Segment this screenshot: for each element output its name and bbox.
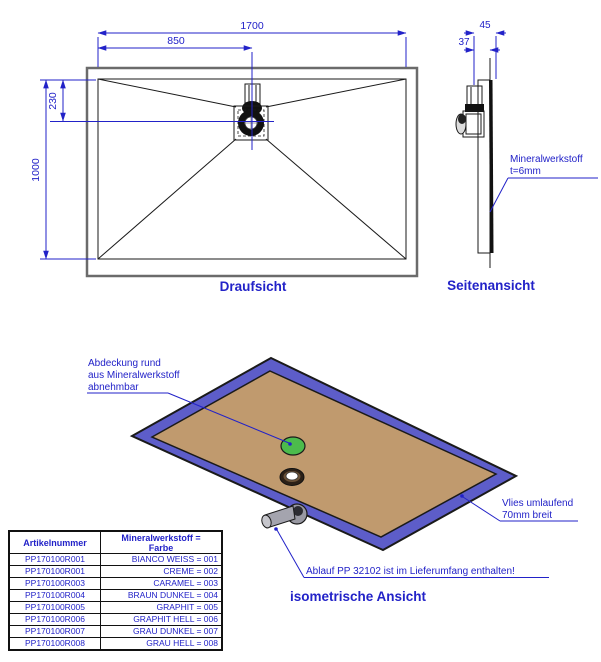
iso-round-cover [281, 437, 305, 455]
table-header-farbe: Mineralwerkstoff = Farbe [101, 531, 223, 554]
side-view [447, 20, 598, 293]
cover-callout-line2: aus Mineralwerkstoff [88, 370, 180, 381]
cover-callout-line3: abnehmbar [88, 382, 139, 393]
iso-drain-fitting [260, 504, 307, 529]
dim-1700: 1700 [240, 20, 264, 32]
dim-230: 230 [47, 92, 59, 110]
top-view-label: Draufsicht [219, 279, 287, 294]
table-row: PP170100R001 BIANCO WEISS = 001 [9, 554, 222, 566]
material-callout-line2: t=6mm [510, 166, 541, 177]
drain-callout: Ablauf PP 32102 ist im Lieferumfang enthalten! [306, 566, 515, 577]
vlies-leader [463, 497, 500, 521]
article-number-table [8, 530, 223, 651]
table-row: PP170100R005 GRAPHIT = 005 [9, 602, 222, 614]
iso-view-label: isometrische Ansicht [289, 589, 427, 604]
cover-callout-line1: Abdeckung rund [88, 358, 161, 369]
table-row: PP170100R001 CREME = 002 [9, 566, 222, 578]
table-row: PP170100R006 GRAPHIT HELL = 006 [9, 614, 222, 626]
table-row: PP170100R007 GRAU DUNKEL = 007 [9, 626, 222, 638]
vlies-callout-line1: Vlies umlaufend [502, 498, 574, 509]
top-view [30, 20, 417, 294]
table-row: PP170100R004 BRAUN DUNKEL = 004 [9, 590, 222, 602]
iso-drain-hole [280, 469, 304, 486]
table-header-artikelnummer: Artikelnummer [9, 531, 101, 554]
table-row: PP170100R003 CARAMEL = 003 [9, 578, 222, 590]
side-view-label: Seitenansicht [447, 278, 535, 293]
table-header-row [9, 531, 222, 554]
dim-1000: 1000 [30, 158, 42, 182]
drain-leader [277, 530, 304, 578]
vlies-callout-line2: 70mm breit [502, 510, 553, 521]
material-callout-line1: Mineralwerkstoff [510, 154, 583, 165]
dim-850: 850 [167, 35, 185, 47]
dim-37: 37 [458, 37, 470, 48]
table-row: PP170100R008 GRAU HELL = 008 [9, 638, 222, 651]
dim-45: 45 [479, 20, 491, 31]
